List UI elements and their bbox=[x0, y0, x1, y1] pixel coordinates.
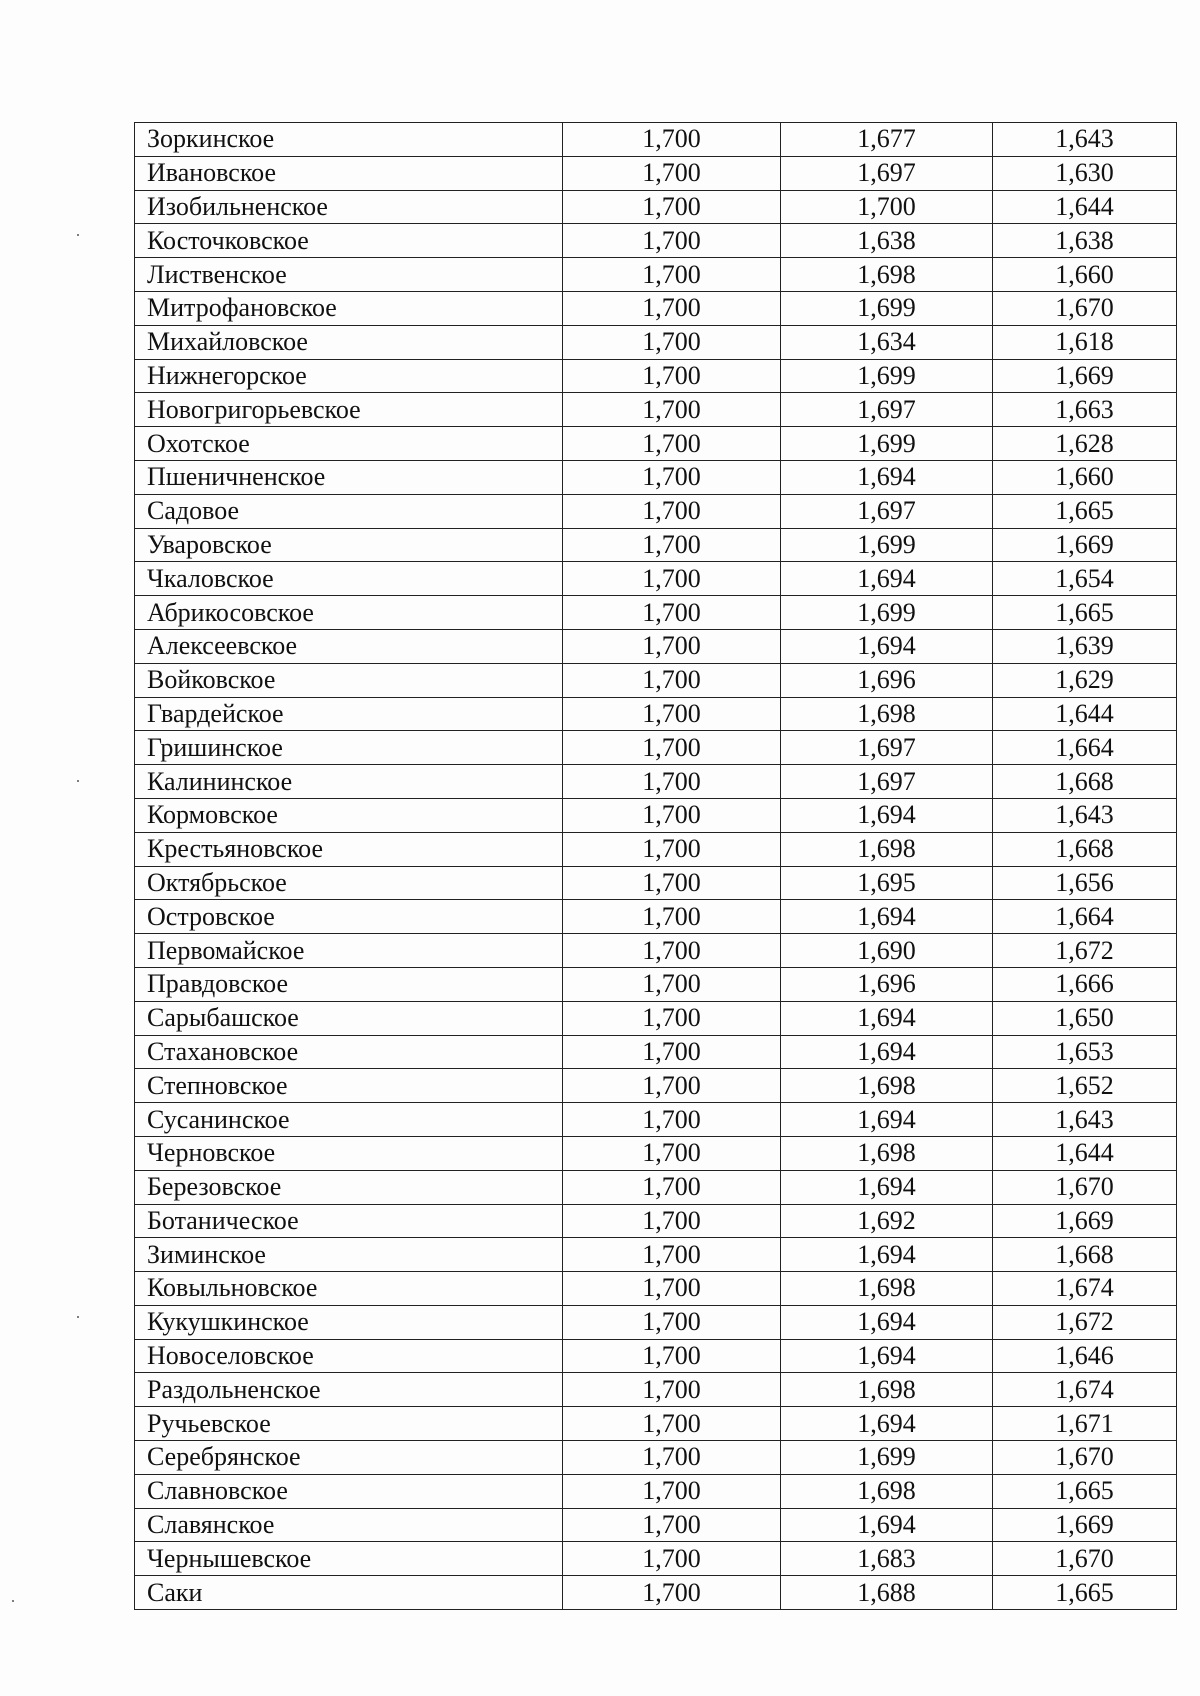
row-name-cell: Чернышевское bbox=[135, 1542, 563, 1576]
table-row bbox=[135, 1407, 1177, 1441]
row-value1-cell: 1,700 bbox=[563, 934, 781, 968]
table-row bbox=[135, 629, 1177, 663]
row-name-cell: Степновское bbox=[135, 1069, 563, 1103]
row-value2-cell: 1,694 bbox=[781, 1508, 993, 1542]
row-value3-cell: 1,670 bbox=[993, 1542, 1177, 1576]
row-value2-cell: 1,699 bbox=[781, 528, 993, 562]
row-name-cell: Березовское bbox=[135, 1170, 563, 1204]
table-row bbox=[135, 1373, 1177, 1407]
row-value1-cell: 1,700 bbox=[563, 629, 781, 663]
row-value3-cell: 1,644 bbox=[993, 190, 1177, 224]
row-value2-cell: 1,696 bbox=[781, 967, 993, 1001]
row-value1-cell: 1,700 bbox=[563, 731, 781, 765]
row-value3-cell: 1,656 bbox=[993, 866, 1177, 900]
row-value3-cell: 1,663 bbox=[993, 393, 1177, 427]
row-name-cell: Калининское bbox=[135, 765, 563, 799]
row-value3-cell: 1,665 bbox=[993, 1474, 1177, 1508]
row-name-cell: Изобильненское bbox=[135, 190, 563, 224]
row-name-cell: Алексеевское bbox=[135, 629, 563, 663]
table-body bbox=[135, 123, 1177, 1610]
table-row bbox=[135, 1339, 1177, 1373]
row-value3-cell: 1,668 bbox=[993, 1238, 1177, 1272]
table-row bbox=[135, 967, 1177, 1001]
row-name-cell: Зоркинское bbox=[135, 123, 563, 157]
row-value3-cell: 1,643 bbox=[993, 1103, 1177, 1137]
row-value1-cell: 1,700 bbox=[563, 460, 781, 494]
row-value1-cell: 1,700 bbox=[563, 359, 781, 393]
row-value2-cell: 1,694 bbox=[781, 1407, 993, 1441]
row-value1-cell: 1,700 bbox=[563, 798, 781, 832]
row-value3-cell: 1,660 bbox=[993, 258, 1177, 292]
table-row bbox=[135, 1238, 1177, 1272]
row-value1-cell: 1,700 bbox=[563, 291, 781, 325]
row-name-cell: Охотское bbox=[135, 427, 563, 461]
row-value3-cell: 1,665 bbox=[993, 596, 1177, 630]
table-row bbox=[135, 832, 1177, 866]
table-row bbox=[135, 1001, 1177, 1035]
row-name-cell: Первомайское bbox=[135, 934, 563, 968]
row-value3-cell: 1,660 bbox=[993, 460, 1177, 494]
row-value2-cell: 1,699 bbox=[781, 359, 993, 393]
row-value2-cell: 1,699 bbox=[781, 427, 993, 461]
row-name-cell: Славянское bbox=[135, 1508, 563, 1542]
row-value1-cell: 1,700 bbox=[563, 1339, 781, 1373]
row-name-cell: Ковыльновское bbox=[135, 1272, 563, 1306]
row-value2-cell: 1,694 bbox=[781, 798, 993, 832]
scan-speck bbox=[12, 1600, 14, 1602]
table-row bbox=[135, 663, 1177, 697]
row-value1-cell: 1,700 bbox=[563, 967, 781, 1001]
table-row bbox=[135, 258, 1177, 292]
row-value1-cell: 1,700 bbox=[563, 1069, 781, 1103]
row-name-cell: Новоселовское bbox=[135, 1339, 563, 1373]
row-name-cell: Раздольненское bbox=[135, 1373, 563, 1407]
table-row bbox=[135, 427, 1177, 461]
row-name-cell: Стахановское bbox=[135, 1035, 563, 1069]
row-name-cell: Кукушкинское bbox=[135, 1305, 563, 1339]
row-value2-cell: 1,697 bbox=[781, 731, 993, 765]
row-name-cell: Крестьяновское bbox=[135, 832, 563, 866]
table-row bbox=[135, 1576, 1177, 1610]
row-value1-cell: 1,700 bbox=[563, 528, 781, 562]
row-value2-cell: 1,694 bbox=[781, 629, 993, 663]
row-value1-cell: 1,700 bbox=[563, 123, 781, 157]
row-value1-cell: 1,700 bbox=[563, 765, 781, 799]
row-value3-cell: 1,672 bbox=[993, 934, 1177, 968]
row-value1-cell: 1,700 bbox=[563, 393, 781, 427]
table-row bbox=[135, 697, 1177, 731]
row-value1-cell: 1,700 bbox=[563, 1204, 781, 1238]
row-value3-cell: 1,669 bbox=[993, 528, 1177, 562]
row-value1-cell: 1,700 bbox=[563, 596, 781, 630]
row-value2-cell: 1,697 bbox=[781, 765, 993, 799]
table-row bbox=[135, 494, 1177, 528]
row-value3-cell: 1,639 bbox=[993, 629, 1177, 663]
row-name-cell: Черновское bbox=[135, 1136, 563, 1170]
row-name-cell: Пшеничненское bbox=[135, 460, 563, 494]
row-value2-cell: 1,698 bbox=[781, 832, 993, 866]
row-value1-cell: 1,700 bbox=[563, 1474, 781, 1508]
row-name-cell: Кормовское bbox=[135, 798, 563, 832]
row-name-cell: Саки bbox=[135, 1576, 563, 1610]
row-value1-cell: 1,700 bbox=[563, 1407, 781, 1441]
row-value3-cell: 1,665 bbox=[993, 494, 1177, 528]
row-value3-cell: 1,674 bbox=[993, 1272, 1177, 1306]
row-value3-cell: 1,643 bbox=[993, 123, 1177, 157]
row-value2-cell: 1,694 bbox=[781, 1103, 993, 1137]
row-value2-cell: 1,695 bbox=[781, 866, 993, 900]
row-value1-cell: 1,700 bbox=[563, 1508, 781, 1542]
row-value2-cell: 1,698 bbox=[781, 1474, 993, 1508]
row-value3-cell: 1,671 bbox=[993, 1407, 1177, 1441]
row-value2-cell: 1,697 bbox=[781, 156, 993, 190]
row-value3-cell: 1,670 bbox=[993, 1170, 1177, 1204]
row-value2-cell: 1,696 bbox=[781, 663, 993, 697]
row-name-cell: Уваровское bbox=[135, 528, 563, 562]
row-name-cell: Войковское bbox=[135, 663, 563, 697]
table-row bbox=[135, 291, 1177, 325]
table-row bbox=[135, 190, 1177, 224]
row-value2-cell: 1,694 bbox=[781, 1339, 993, 1373]
table-row bbox=[135, 1474, 1177, 1508]
row-name-cell: Ручьевское bbox=[135, 1407, 563, 1441]
row-name-cell: Сарыбашское bbox=[135, 1001, 563, 1035]
row-value3-cell: 1,652 bbox=[993, 1069, 1177, 1103]
table-row bbox=[135, 1508, 1177, 1542]
row-value2-cell: 1,699 bbox=[781, 596, 993, 630]
row-value1-cell: 1,700 bbox=[563, 1576, 781, 1610]
data-table bbox=[134, 122, 1177, 1610]
table-row bbox=[135, 359, 1177, 393]
row-value2-cell: 1,634 bbox=[781, 325, 993, 359]
row-value2-cell: 1,698 bbox=[781, 697, 993, 731]
table-row bbox=[135, 1204, 1177, 1238]
row-value3-cell: 1,650 bbox=[993, 1001, 1177, 1035]
row-name-cell: Серебрянское bbox=[135, 1441, 563, 1475]
row-value1-cell: 1,700 bbox=[563, 1272, 781, 1306]
table-row bbox=[135, 562, 1177, 596]
row-value3-cell: 1,669 bbox=[993, 1508, 1177, 1542]
row-name-cell: Гришинское bbox=[135, 731, 563, 765]
row-value3-cell: 1,669 bbox=[993, 359, 1177, 393]
row-value3-cell: 1,672 bbox=[993, 1305, 1177, 1339]
row-value2-cell: 1,700 bbox=[781, 190, 993, 224]
row-value2-cell: 1,697 bbox=[781, 494, 993, 528]
scan-speck bbox=[77, 780, 79, 782]
table-row bbox=[135, 1542, 1177, 1576]
row-value1-cell: 1,700 bbox=[563, 224, 781, 258]
row-value3-cell: 1,668 bbox=[993, 832, 1177, 866]
table-row bbox=[135, 1441, 1177, 1475]
row-value3-cell: 1,646 bbox=[993, 1339, 1177, 1373]
row-value1-cell: 1,700 bbox=[563, 562, 781, 596]
table-row bbox=[135, 1136, 1177, 1170]
table-row bbox=[135, 224, 1177, 258]
scan-speck bbox=[77, 1316, 79, 1318]
row-value3-cell: 1,670 bbox=[993, 291, 1177, 325]
table-row bbox=[135, 765, 1177, 799]
row-value3-cell: 1,668 bbox=[993, 765, 1177, 799]
row-value1-cell: 1,700 bbox=[563, 258, 781, 292]
row-value1-cell: 1,700 bbox=[563, 1103, 781, 1137]
row-name-cell: Гвардейское bbox=[135, 697, 563, 731]
row-value2-cell: 1,694 bbox=[781, 1305, 993, 1339]
row-value2-cell: 1,694 bbox=[781, 1001, 993, 1035]
row-value1-cell: 1,700 bbox=[563, 900, 781, 934]
row-value3-cell: 1,643 bbox=[993, 798, 1177, 832]
row-value1-cell: 1,700 bbox=[563, 1001, 781, 1035]
row-name-cell: Сусанинское bbox=[135, 1103, 563, 1137]
row-value2-cell: 1,698 bbox=[781, 1069, 993, 1103]
row-value1-cell: 1,700 bbox=[563, 1441, 781, 1475]
table-row bbox=[135, 325, 1177, 359]
table-row bbox=[135, 460, 1177, 494]
row-name-cell: Лиственское bbox=[135, 258, 563, 292]
row-name-cell: Ботаническое bbox=[135, 1204, 563, 1238]
row-name-cell: Михайловское bbox=[135, 325, 563, 359]
row-value3-cell: 1,644 bbox=[993, 1136, 1177, 1170]
row-value2-cell: 1,690 bbox=[781, 934, 993, 968]
row-name-cell: Островское bbox=[135, 900, 563, 934]
table-row bbox=[135, 393, 1177, 427]
row-value1-cell: 1,700 bbox=[563, 832, 781, 866]
row-value1-cell: 1,700 bbox=[563, 697, 781, 731]
row-value1-cell: 1,700 bbox=[563, 494, 781, 528]
row-value2-cell: 1,698 bbox=[781, 1373, 993, 1407]
row-value2-cell: 1,699 bbox=[781, 1441, 993, 1475]
row-value1-cell: 1,700 bbox=[563, 325, 781, 359]
row-name-cell: Октябрьское bbox=[135, 866, 563, 900]
table-row bbox=[135, 798, 1177, 832]
row-name-cell: Зиминское bbox=[135, 1238, 563, 1272]
row-value1-cell: 1,700 bbox=[563, 427, 781, 461]
row-value3-cell: 1,628 bbox=[993, 427, 1177, 461]
row-value2-cell: 1,694 bbox=[781, 1238, 993, 1272]
row-value1-cell: 1,700 bbox=[563, 1035, 781, 1069]
row-value3-cell: 1,670 bbox=[993, 1441, 1177, 1475]
row-value2-cell: 1,694 bbox=[781, 1035, 993, 1069]
row-value3-cell: 1,665 bbox=[993, 1576, 1177, 1610]
row-value1-cell: 1,700 bbox=[563, 1136, 781, 1170]
table-row bbox=[135, 1035, 1177, 1069]
table-row bbox=[135, 866, 1177, 900]
table-row bbox=[135, 1305, 1177, 1339]
row-value3-cell: 1,669 bbox=[993, 1204, 1177, 1238]
row-value1-cell: 1,700 bbox=[563, 1542, 781, 1576]
scan-speck bbox=[77, 234, 79, 236]
row-value3-cell: 1,630 bbox=[993, 156, 1177, 190]
row-value2-cell: 1,677 bbox=[781, 123, 993, 157]
row-value2-cell: 1,694 bbox=[781, 900, 993, 934]
row-name-cell: Ивановское bbox=[135, 156, 563, 190]
row-value3-cell: 1,638 bbox=[993, 224, 1177, 258]
row-name-cell: Косточковское bbox=[135, 224, 563, 258]
row-name-cell: Нижнегорское bbox=[135, 359, 563, 393]
table-row bbox=[135, 934, 1177, 968]
row-value1-cell: 1,700 bbox=[563, 866, 781, 900]
row-value1-cell: 1,700 bbox=[563, 156, 781, 190]
table-row bbox=[135, 1170, 1177, 1204]
row-value2-cell: 1,698 bbox=[781, 1272, 993, 1306]
row-value1-cell: 1,700 bbox=[563, 1170, 781, 1204]
row-value2-cell: 1,694 bbox=[781, 460, 993, 494]
row-value3-cell: 1,674 bbox=[993, 1373, 1177, 1407]
row-value2-cell: 1,699 bbox=[781, 291, 993, 325]
row-value2-cell: 1,638 bbox=[781, 224, 993, 258]
row-value2-cell: 1,688 bbox=[781, 1576, 993, 1610]
row-value3-cell: 1,653 bbox=[993, 1035, 1177, 1069]
row-value1-cell: 1,700 bbox=[563, 1305, 781, 1339]
row-name-cell: Митрофановское bbox=[135, 291, 563, 325]
row-value1-cell: 1,700 bbox=[563, 1373, 781, 1407]
row-value2-cell: 1,683 bbox=[781, 1542, 993, 1576]
row-name-cell: Чкаловское bbox=[135, 562, 563, 596]
row-value3-cell: 1,666 bbox=[993, 967, 1177, 1001]
table-row bbox=[135, 731, 1177, 765]
row-value3-cell: 1,664 bbox=[993, 900, 1177, 934]
table-row bbox=[135, 528, 1177, 562]
row-name-cell: Новогригорьевское bbox=[135, 393, 563, 427]
row-value3-cell: 1,654 bbox=[993, 562, 1177, 596]
row-name-cell: Правдовское bbox=[135, 967, 563, 1001]
row-value3-cell: 1,629 bbox=[993, 663, 1177, 697]
table-row bbox=[135, 1103, 1177, 1137]
row-name-cell: Славновское bbox=[135, 1474, 563, 1508]
row-value3-cell: 1,618 bbox=[993, 325, 1177, 359]
row-value2-cell: 1,694 bbox=[781, 1170, 993, 1204]
table-row bbox=[135, 1272, 1177, 1306]
row-value2-cell: 1,697 bbox=[781, 393, 993, 427]
table-row bbox=[135, 596, 1177, 630]
row-value2-cell: 1,692 bbox=[781, 1204, 993, 1238]
row-value2-cell: 1,694 bbox=[781, 562, 993, 596]
table-row bbox=[135, 1069, 1177, 1103]
row-value3-cell: 1,644 bbox=[993, 697, 1177, 731]
table-row bbox=[135, 123, 1177, 157]
row-value1-cell: 1,700 bbox=[563, 1238, 781, 1272]
row-name-cell: Садовое bbox=[135, 494, 563, 528]
row-value2-cell: 1,698 bbox=[781, 1136, 993, 1170]
row-value1-cell: 1,700 bbox=[563, 190, 781, 224]
table-row bbox=[135, 900, 1177, 934]
row-name-cell: Абрикосовское bbox=[135, 596, 563, 630]
row-value3-cell: 1,664 bbox=[993, 731, 1177, 765]
row-value1-cell: 1,700 bbox=[563, 663, 781, 697]
table-row bbox=[135, 156, 1177, 190]
row-value2-cell: 1,698 bbox=[781, 258, 993, 292]
